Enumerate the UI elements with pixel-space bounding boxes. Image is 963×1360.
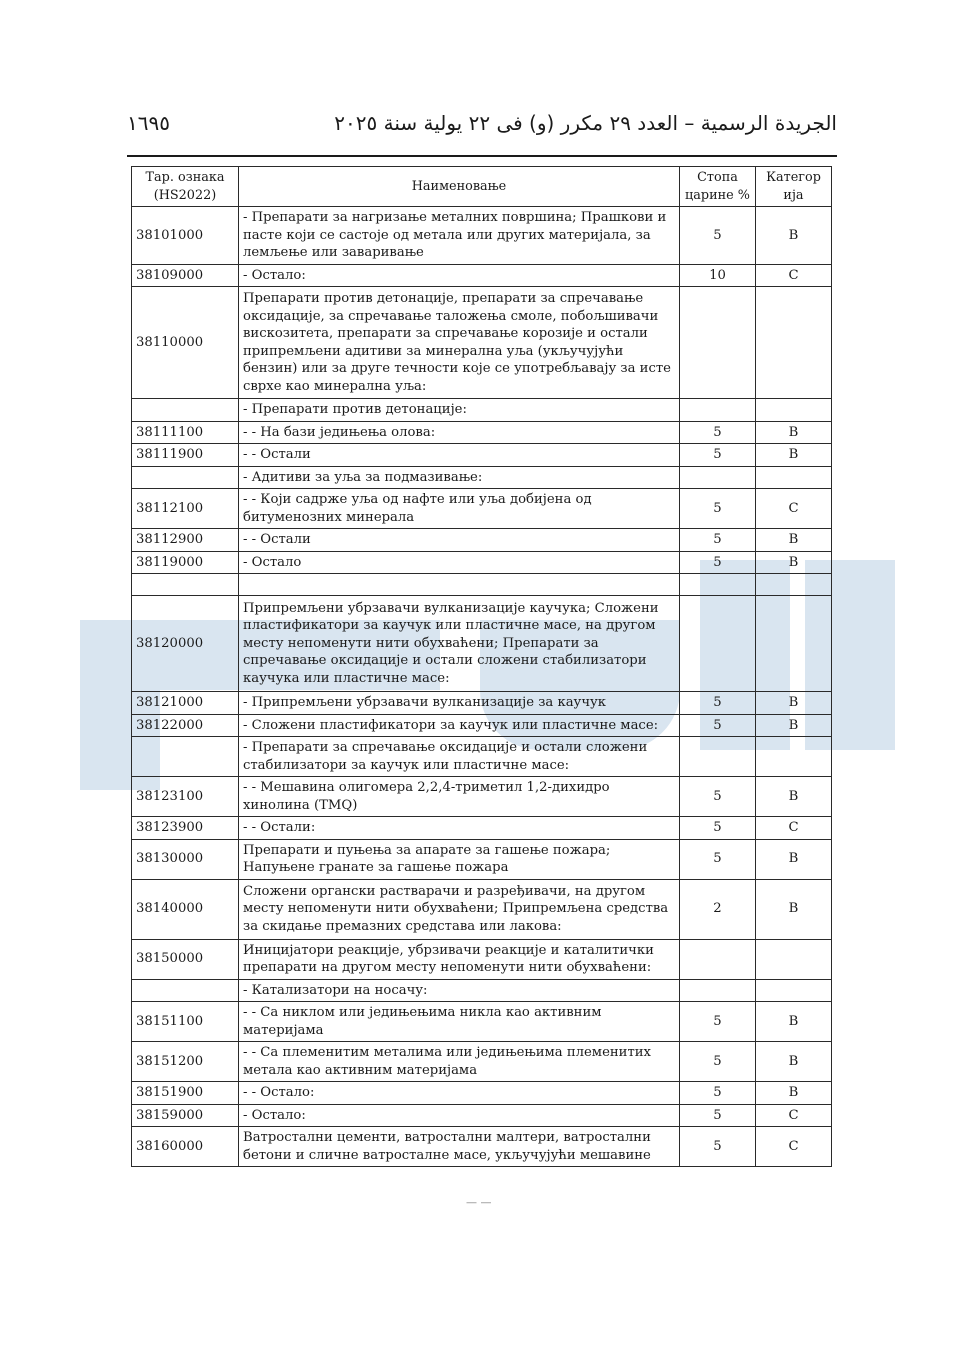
table-body [132, 207, 832, 1167]
category-cell [756, 399, 832, 422]
duty-rate-cell: 5 [680, 817, 756, 840]
tariff-code-cell: 38122000 [132, 714, 239, 737]
category-cell: B [756, 551, 832, 574]
description-cell: - Препарати за спречавање оксидације и остали сложени стабилизатори за каучук или пластичне масе: [239, 737, 680, 777]
tariff-code-cell: 38101000 [132, 207, 239, 265]
tariff-code-cell [132, 574, 239, 596]
tariff-code-cell: 38121000 [132, 692, 239, 715]
description-cell: - - Са никлом или једињењима никла као активним материјама [239, 1002, 680, 1042]
table-row [132, 399, 832, 422]
table-row [132, 692, 832, 715]
duty-rate-cell: 5 [680, 1127, 756, 1167]
tariff-code-cell [132, 979, 239, 1002]
duty-rate-cell [680, 466, 756, 489]
header-code: Тар. ознака (HS2022) [132, 167, 239, 207]
description-cell: - - Који садрже уља од нафте или уља добијена од битуменозних минерала [239, 489, 680, 529]
duty-rate-cell: 5 [680, 1002, 756, 1042]
category-cell: B [756, 1002, 832, 1042]
tariff-table [131, 166, 832, 1167]
category-cell [756, 737, 832, 777]
category-cell: B [756, 839, 832, 879]
category-cell [756, 596, 832, 692]
description-cell: - Адитиви за уља за подмазивање: [239, 466, 680, 489]
description-cell: - - Остало: [239, 1082, 680, 1105]
duty-rate-cell: 5 [680, 714, 756, 737]
gazette-title: الجريدة الرسمية – العدد ٢٩ مكرر (و) فى ٢٢ يولية سنة ٢٠٢٥ [334, 111, 837, 135]
category-cell [756, 574, 832, 596]
description-cell: - - Мешавина олигомера 2,2,4-триметил 1,2-дихидро хинолина (TMQ) [239, 777, 680, 817]
description-cell: - - Са племенитим металима или једињењима племенитих метала као активним материјама [239, 1042, 680, 1082]
tariff-code-cell: 38151900 [132, 1082, 239, 1105]
duty-rate-cell [680, 574, 756, 596]
tariff-code-cell: 38151100 [132, 1002, 239, 1042]
description-cell: Припремљени убрзавачи вулканизације каучука; Сложени пластификатори за каучук или пластичне масе, на другом месту непоменути нити обухваћени; Препарати за спречавање оксидације и остали сложени стабилизатори каучука или пластичне масе: [239, 596, 680, 692]
tariff-code-cell: 38130000 [132, 839, 239, 879]
table-row [132, 1042, 832, 1082]
category-cell: B [756, 692, 832, 715]
table-row [132, 737, 832, 777]
table-row [132, 1002, 832, 1042]
description-cell: - - Остали [239, 444, 680, 467]
table-row [132, 466, 832, 489]
description-cell: - Остало [239, 551, 680, 574]
tariff-code-cell: 38123900 [132, 817, 239, 840]
tariff-code-cell: 38111100 [132, 421, 239, 444]
category-cell: B [756, 777, 832, 817]
header-divider [127, 155, 837, 157]
page-number: ١٦٩٥ [127, 111, 170, 135]
table-row [132, 839, 832, 879]
header-rate: Стопа царине % [680, 167, 756, 207]
tariff-code-cell: 38140000 [132, 879, 239, 939]
table-row [132, 264, 832, 287]
description-cell: Сложени органски растварачи и разређивачи, на другом месту непоменути нити обухваћени; Припремљена средства за скидање премазних средстава или лакова: [239, 879, 680, 939]
duty-rate-cell [680, 979, 756, 1002]
table-row [132, 551, 832, 574]
description-cell: - - Остали [239, 529, 680, 552]
table-row [132, 421, 832, 444]
category-cell: B [756, 714, 832, 737]
category-cell: C [756, 1127, 832, 1167]
tariff-code-cell [132, 399, 239, 422]
category-cell [756, 287, 832, 399]
tariff-code-cell [132, 737, 239, 777]
category-cell: B [756, 1042, 832, 1082]
table-row [132, 596, 832, 692]
tariff-code-cell: 38111900 [132, 444, 239, 467]
description-cell: - Остало: [239, 264, 680, 287]
description-cell: - Припремљени убрзавачи вулканизације за каучук [239, 692, 680, 715]
table-row [132, 777, 832, 817]
category-cell: B [756, 529, 832, 552]
tariff-code-cell: 38119000 [132, 551, 239, 574]
duty-rate-cell: 5 [680, 1104, 756, 1127]
category-cell [756, 466, 832, 489]
category-cell [756, 939, 832, 979]
category-cell: B [756, 879, 832, 939]
duty-rate-cell [680, 287, 756, 399]
table-row [132, 979, 832, 1002]
duty-rate-cell [680, 596, 756, 692]
duty-rate-cell: 5 [680, 421, 756, 444]
category-cell: B [756, 1082, 832, 1105]
tariff-code-cell: 38120000 [132, 596, 239, 692]
table-header-row [132, 167, 832, 207]
duty-rate-cell [680, 939, 756, 979]
tariff-code-cell [132, 466, 239, 489]
description-cell: - Сложени пластификатори за каучук или пластичне масе: [239, 714, 680, 737]
duty-rate-cell: 2 [680, 879, 756, 939]
table-row [132, 207, 832, 265]
category-cell [756, 979, 832, 1002]
category-cell: C [756, 264, 832, 287]
category-cell: B [756, 207, 832, 265]
duty-rate-cell: 5 [680, 839, 756, 879]
table-row [132, 1104, 832, 1127]
category-cell: B [756, 444, 832, 467]
description-cell: - Препарати за нагризање металних површина; Прашкови и пасте који се састоје од метала или других материјала, за лемљење или заваривање [239, 207, 680, 265]
tariff-code-cell: 38110000 [132, 287, 239, 399]
description-cell: - Остало: [239, 1104, 680, 1127]
category-cell: B [756, 421, 832, 444]
duty-rate-cell: 10 [680, 264, 756, 287]
table-row [132, 1127, 832, 1167]
header-name: Наименовање [239, 167, 680, 207]
table-row [132, 817, 832, 840]
page-footer-marker: — — [466, 1196, 492, 1209]
duty-rate-cell [680, 737, 756, 777]
table-row [132, 879, 832, 939]
description-cell: - - Остали: [239, 817, 680, 840]
table-row [132, 529, 832, 552]
description-cell: - Препарати против детонације: [239, 399, 680, 422]
duty-rate-cell: 5 [680, 551, 756, 574]
tariff-code-cell: 38150000 [132, 939, 239, 979]
duty-rate-cell: 5 [680, 1082, 756, 1105]
description-cell: Ватростални цементи, ватростални малтери, ватростални бетони и сличне ватросталне масе, укључујући мешавине [239, 1127, 680, 1167]
tariff-code-cell: 38159000 [132, 1104, 239, 1127]
table-row [132, 714, 832, 737]
description-cell: - Катализатори на носачу: [239, 979, 680, 1002]
table-row [132, 287, 832, 399]
duty-rate-cell: 5 [680, 1042, 756, 1082]
duty-rate-cell: 5 [680, 692, 756, 715]
description-cell: Препарати и пуњења за апарате за гашење пожара; Напуњене гранате за гашење пожара [239, 839, 680, 879]
duty-rate-cell: 5 [680, 777, 756, 817]
category-cell: C [756, 489, 832, 529]
duty-rate-cell: 5 [680, 207, 756, 265]
table-row [132, 574, 832, 596]
tariff-code-cell: 38123100 [132, 777, 239, 817]
duty-rate-cell: 5 [680, 529, 756, 552]
tariff-code-cell: 38151200 [132, 1042, 239, 1082]
duty-rate-cell [680, 399, 756, 422]
description-cell: Препарати против детонације, препарати за спречавање оксидације, за спречавање таложења смоле, побољшивачи вискозитета, препарати за спречавање корозије и остали припремљени адитиви за минерална уља (укључујући бензин) или за друге течности које се употребљавају за исте сврхе као минерална уља: [239, 287, 680, 399]
duty-rate-cell: 5 [680, 489, 756, 529]
table-row [132, 1082, 832, 1105]
table-row [132, 489, 832, 529]
header-category: Категор ија [756, 167, 832, 207]
tariff-code-cell: 38112100 [132, 489, 239, 529]
category-cell: C [756, 817, 832, 840]
table-row [132, 939, 832, 979]
tariff-code-cell: 38112900 [132, 529, 239, 552]
description-cell: - - На бази једињења олова: [239, 421, 680, 444]
duty-rate-cell: 5 [680, 444, 756, 467]
category-cell: C [756, 1104, 832, 1127]
tariff-code-cell: 38160000 [132, 1127, 239, 1167]
page-header [127, 104, 837, 142]
table-row [132, 444, 832, 467]
description-cell: Иницијатори реакције, убрзивачи реакције и каталитички препарати на другом месту непоменути нити обухваћени: [239, 939, 680, 979]
tariff-code-cell: 38109000 [132, 264, 239, 287]
description-cell [239, 574, 680, 596]
